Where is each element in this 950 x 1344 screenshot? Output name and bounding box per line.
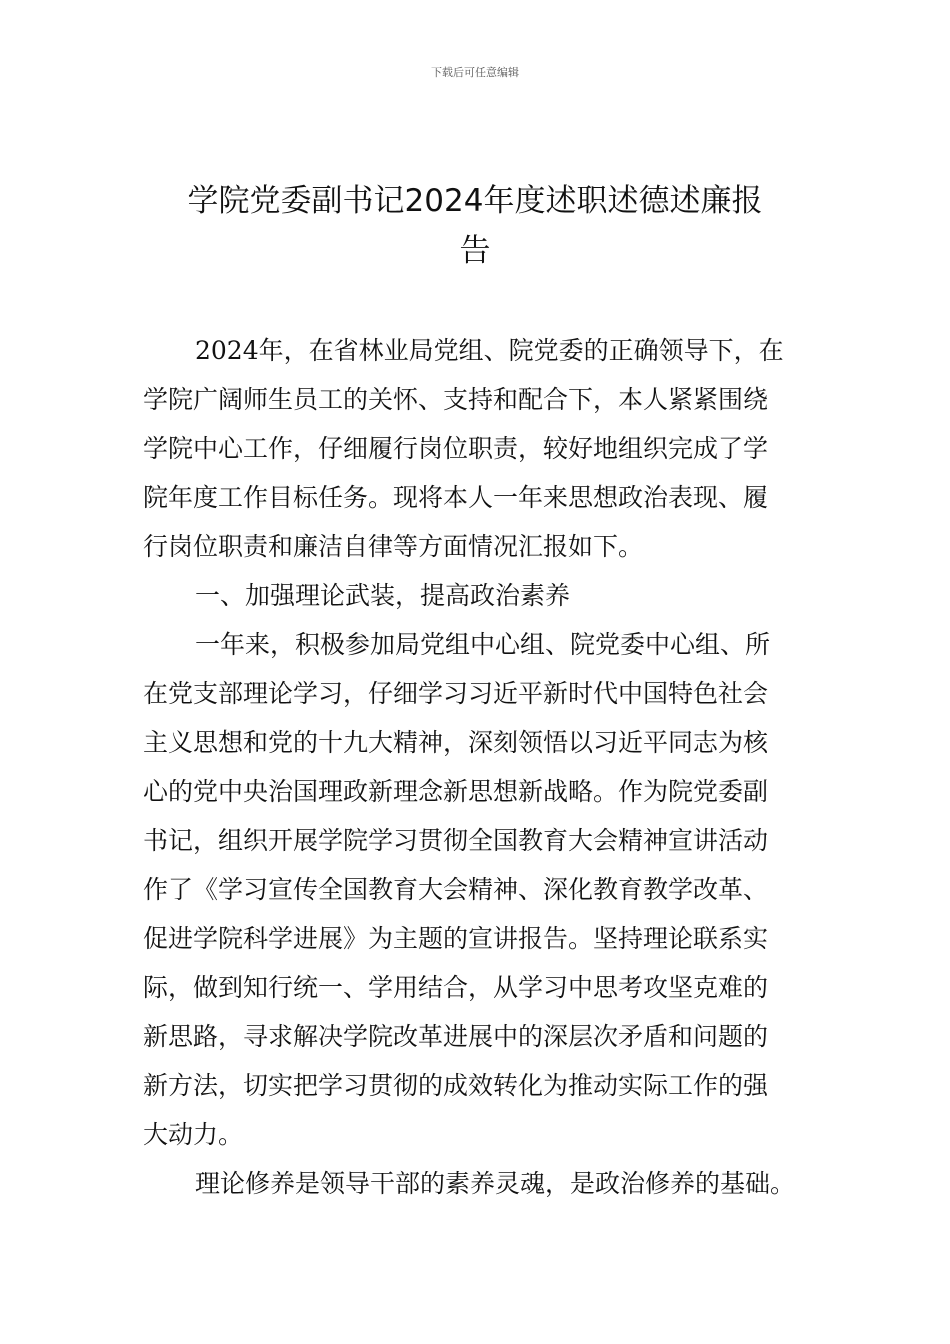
title-line: 学院党委副书记2024年度述职述德述廉报 — [187, 183, 763, 219]
document-title — [130, 176, 820, 276]
paragraph-line: 理论修养是领导干部的素养灵魂，是政治修养的基础。 — [195, 1169, 796, 1198]
paragraph-line: 作了《学习宣传全国教育大会精神、深化教育教学改革、 — [143, 875, 769, 904]
paragraph-line: 新思路，寻求解决学院改革进展中的深层次矛盾和问题的 — [143, 1022, 769, 1051]
paragraph-line: 新方法，切实把学习贯彻的成效转化为推动实际工作的强 — [143, 1071, 769, 1100]
paragraph-line: 院年度工作目标任务。现将本人一年来思想政治表现、履 — [143, 483, 769, 512]
paragraph — [143, 1159, 823, 1208]
paragraph-line: 学院广阔师生员工的关怀、支持和配合下，本人紧紧围绕 — [143, 385, 769, 414]
title-line: 告 — [459, 233, 491, 269]
paragraph-line: 际，做到知行统一、学用结合，从学习中思考攻坚克难的 — [143, 973, 769, 1002]
paragraph-line: 2024年，在省林业局党组、院党委的正确领导下，在 — [195, 336, 784, 365]
paragraph-line: 心的党中央治国理政新理念新思想新战略。作为院党委副 — [143, 777, 769, 806]
paragraph-line: 促进学院科学进展》为主题的宣讲报告。坚持理论联系实 — [143, 924, 769, 953]
section-heading — [143, 571, 823, 620]
paragraph-line: 一年来，积极参加局党组中心组、院党委中心组、所 — [195, 630, 771, 659]
paragraph — [143, 326, 823, 571]
paragraph-line: 行岗位职责和廉洁自律等方面情况汇报如下。 — [143, 532, 644, 561]
paragraph-line: 大动力。 — [143, 1120, 244, 1149]
paragraph-line: 学院中心工作，仔细履行岗位职责，较好地组织完成了学 — [143, 434, 769, 463]
paragraph-line: 主义思想和党的十九大精神，深刻领悟以习近平同志为核 — [143, 728, 769, 757]
document-body — [143, 326, 823, 1208]
paragraph-line: 书记，组织开展学院学习贯彻全国教育大会精神宣讲活动 — [143, 826, 769, 855]
paragraph — [143, 620, 823, 1159]
section-heading-text: 一、加强理论武装，提高政治素养 — [195, 581, 571, 610]
header-note: 下载后可任意编辑 — [431, 66, 519, 79]
paragraph-line: 在党支部理论学习，仔细学习习近平新时代中国特色社会 — [143, 679, 769, 708]
